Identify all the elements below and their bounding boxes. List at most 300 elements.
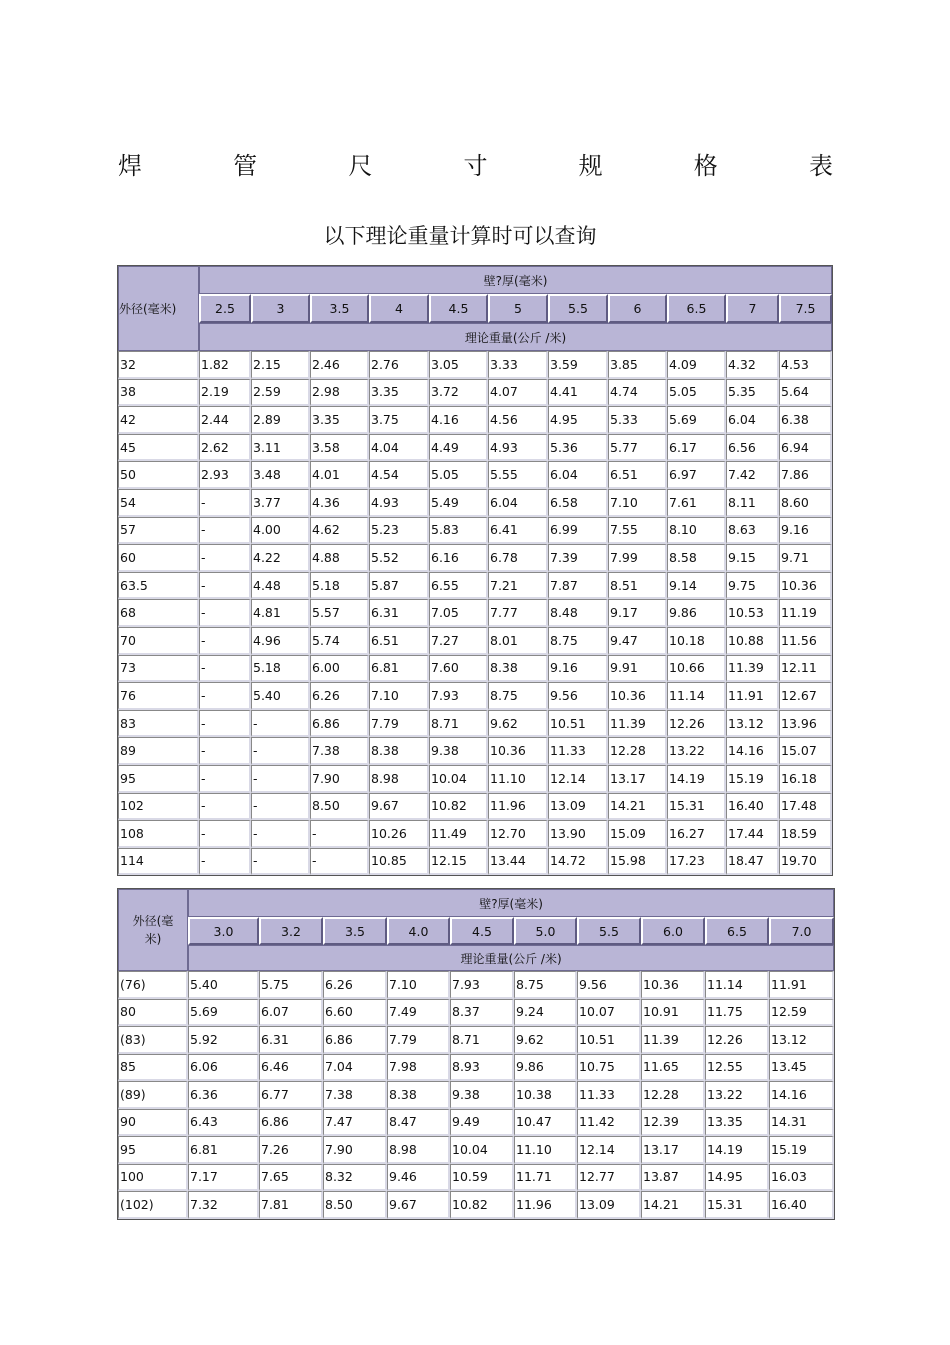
weight-cell: 4.00 xyxy=(251,517,310,545)
weight-cell: 7.10 xyxy=(387,971,450,999)
table-row xyxy=(118,1164,834,1192)
thickness-header-cell: 5.0 xyxy=(514,917,577,945)
weight-cell: 3.11 xyxy=(251,434,310,462)
weight-cell: 12.70 xyxy=(488,820,548,848)
weight-cell: 7.47 xyxy=(323,1109,387,1137)
weight-cell: 6.46 xyxy=(259,1054,323,1082)
od-header: 外径(毫米) xyxy=(118,266,199,351)
weight-cell: 6.51 xyxy=(608,461,667,489)
weight-cell: 6.78 xyxy=(488,544,548,572)
title-char: 格 xyxy=(693,152,718,180)
weight-cell: 6.97 xyxy=(667,461,726,489)
weight-cell: 7.93 xyxy=(450,971,514,999)
table-row xyxy=(118,599,832,627)
weight-cell: 10.47 xyxy=(514,1109,577,1137)
weight-cell: 7.98 xyxy=(387,1054,450,1082)
weight-cell: 7.60 xyxy=(429,655,488,683)
weight-cell: 3.77 xyxy=(251,489,310,517)
weight-cell: 5.05 xyxy=(667,379,726,407)
weight-cell: 4.16 xyxy=(429,406,488,434)
weight-cell: 6.38 xyxy=(779,406,832,434)
weight-cell: 8.11 xyxy=(726,489,779,517)
weight-cell: - xyxy=(199,517,251,545)
weight-cell: 11.75 xyxy=(705,999,769,1027)
weight-cell: 12.26 xyxy=(667,710,726,738)
weight-cell: 9.62 xyxy=(514,1026,577,1054)
weight-cell: 3.75 xyxy=(369,406,429,434)
weight-cell: 14.21 xyxy=(608,793,667,821)
table-row xyxy=(118,710,832,738)
od-cell: 83 xyxy=(118,710,199,738)
title-char: 尺 xyxy=(348,152,373,180)
weight-cell: 3.85 xyxy=(608,351,667,379)
weight-cell: - xyxy=(251,820,310,848)
weight-cell: 13.96 xyxy=(779,710,832,738)
weight-cell: 11.71 xyxy=(514,1164,577,1192)
weight-cell: 13.17 xyxy=(608,765,667,793)
thickness-header-cell: 3.2 xyxy=(259,917,323,945)
weight-cell: 8.37 xyxy=(450,999,514,1027)
table-row xyxy=(118,737,832,765)
wall-thickness-header: 壁?厚(毫米) xyxy=(188,889,834,917)
od-cell: 95 xyxy=(118,765,199,793)
weight-cell: 12.14 xyxy=(548,765,608,793)
weight-cell: 8.50 xyxy=(323,1191,387,1219)
od-cell: 70 xyxy=(118,627,199,655)
weight-cell: 5.40 xyxy=(188,971,259,999)
weight-cell: 10.82 xyxy=(429,793,488,821)
weight-cell: 4.56 xyxy=(488,406,548,434)
thickness-header-cell: 3 xyxy=(251,294,310,323)
weight-cell: 9.17 xyxy=(608,599,667,627)
weight-cell: 15.31 xyxy=(667,793,726,821)
weight-cell: 5.69 xyxy=(188,999,259,1027)
weight-cell: 4.62 xyxy=(310,517,369,545)
table-row xyxy=(118,682,832,710)
weight-cell: 2.98 xyxy=(310,379,369,407)
weight-cell: 5.35 xyxy=(726,379,779,407)
weight-cell: 8.38 xyxy=(369,737,429,765)
weight-cell: 4.96 xyxy=(251,627,310,655)
weight-cell: 12.67 xyxy=(779,682,832,710)
weight-cell: 7.32 xyxy=(188,1191,259,1219)
weight-cell: 11.91 xyxy=(769,971,834,999)
weight-cell: 7.90 xyxy=(323,1136,387,1164)
weight-cell: 10.53 xyxy=(726,599,779,627)
weight-cell: 8.50 xyxy=(310,793,369,821)
weight-cell: 5.49 xyxy=(429,489,488,517)
od-cell: 42 xyxy=(118,406,199,434)
weight-cell: 5.74 xyxy=(310,627,369,655)
weight-cell: 9.71 xyxy=(779,544,832,572)
weight-unit-header: 理论重量(公斤 /米) xyxy=(188,945,834,971)
table-row xyxy=(118,1191,834,1219)
weight-cell: 15.07 xyxy=(779,737,832,765)
weight-cell: - xyxy=(251,848,310,876)
weight-cell: 8.98 xyxy=(369,765,429,793)
weight-cell: 4.74 xyxy=(608,379,667,407)
weight-cell: 7.10 xyxy=(369,682,429,710)
weight-cell: 7.04 xyxy=(323,1054,387,1082)
od-cell: 45 xyxy=(118,434,199,462)
weight-cell: 10.18 xyxy=(667,627,726,655)
weight-cell: 10.51 xyxy=(577,1026,641,1054)
weight-cell: 8.01 xyxy=(488,627,548,655)
od-cell: 102 xyxy=(118,793,199,821)
weight-cell: - xyxy=(251,737,310,765)
weight-cell: 9.38 xyxy=(429,737,488,765)
od-cell: 50 xyxy=(118,461,199,489)
od-cell: 38 xyxy=(118,379,199,407)
weight-cell: 7.93 xyxy=(429,682,488,710)
weight-cell: 9.67 xyxy=(369,793,429,821)
weight-cell: - xyxy=(310,820,369,848)
table-row xyxy=(118,971,834,999)
weight-cell: 5.75 xyxy=(259,971,323,999)
table-row xyxy=(118,793,832,821)
table-row xyxy=(118,489,832,517)
weight-cell: 15.19 xyxy=(726,765,779,793)
weight-cell: 16.40 xyxy=(726,793,779,821)
od-cell: 95 xyxy=(118,1136,188,1164)
weight-cell: 5.18 xyxy=(251,655,310,683)
weight-cell: - xyxy=(199,544,251,572)
weight-cell: 11.39 xyxy=(608,710,667,738)
table-row xyxy=(118,820,832,848)
weight-cell: 11.49 xyxy=(429,820,488,848)
weight-cell: 6.55 xyxy=(429,572,488,600)
weight-cell: 13.22 xyxy=(705,1081,769,1109)
weight-cell: 8.32 xyxy=(323,1164,387,1192)
weight-cell: 4.53 xyxy=(779,351,832,379)
weight-cell: 6.26 xyxy=(310,682,369,710)
weight-cell: 4.88 xyxy=(310,544,369,572)
weight-cell: 6.86 xyxy=(310,710,369,738)
weight-cell: 14.31 xyxy=(769,1109,834,1137)
weight-cell: 8.75 xyxy=(548,627,608,655)
thickness-header-cell: 3.0 xyxy=(188,917,259,945)
weight-cell: 8.10 xyxy=(667,517,726,545)
weight-cell: 7.90 xyxy=(310,765,369,793)
table-row xyxy=(118,999,834,1027)
weight-cell: 6.04 xyxy=(548,461,608,489)
title-char: 管 xyxy=(233,152,258,180)
weight-cell: - xyxy=(251,710,310,738)
weight-cell: 9.24 xyxy=(514,999,577,1027)
weight-cell: 17.23 xyxy=(667,848,726,876)
weight-cell: 10.75 xyxy=(577,1054,641,1082)
page-title xyxy=(118,148,833,184)
weight-cell: 18.59 xyxy=(779,820,832,848)
weight-cell: 6.31 xyxy=(369,599,429,627)
weight-cell: 5.36 xyxy=(548,434,608,462)
weight-cell: 9.14 xyxy=(667,572,726,600)
weight-cell: - xyxy=(199,572,251,600)
weight-cell: 8.75 xyxy=(488,682,548,710)
weight-cell: 16.03 xyxy=(769,1164,834,1192)
weight-cell: 9.62 xyxy=(488,710,548,738)
weight-cell: 10.36 xyxy=(488,737,548,765)
weight-cell: 11.42 xyxy=(577,1109,641,1137)
weight-cell: - xyxy=(199,627,251,655)
weight-cell: 7.27 xyxy=(429,627,488,655)
weight-cell: 5.23 xyxy=(369,517,429,545)
od-cell: 73 xyxy=(118,655,199,683)
thickness-header-cell: 7.0 xyxy=(769,917,834,945)
weight-cell: 3.59 xyxy=(548,351,608,379)
weight-cell: 11.65 xyxy=(641,1054,705,1082)
weight-cell: 10.82 xyxy=(450,1191,514,1219)
weight-cell: 5.77 xyxy=(608,434,667,462)
weight-cell: 8.58 xyxy=(667,544,726,572)
od-header-line1: 外径(毫 xyxy=(132,914,174,928)
weight-cell: 2.15 xyxy=(251,351,310,379)
weld-pipe-table-1 xyxy=(117,265,833,876)
weight-cell: 8.38 xyxy=(488,655,548,683)
weight-cell: 10.91 xyxy=(641,999,705,1027)
weight-cell: 4.48 xyxy=(251,572,310,600)
weight-cell: 7.49 xyxy=(387,999,450,1027)
weight-cell: 5.92 xyxy=(188,1026,259,1054)
weight-cell: 2.44 xyxy=(199,406,251,434)
weight-cell: 17.48 xyxy=(779,793,832,821)
table-row xyxy=(118,1026,834,1054)
weight-cell: 10.26 xyxy=(369,820,429,848)
weight-cell: 17.44 xyxy=(726,820,779,848)
weight-cell: 9.86 xyxy=(667,599,726,627)
weight-cell: 7.61 xyxy=(667,489,726,517)
od-cell: 76 xyxy=(118,682,199,710)
weight-cell: 12.39 xyxy=(641,1109,705,1137)
weight-cell: 6.16 xyxy=(429,544,488,572)
thickness-header-cell: 7 xyxy=(726,294,779,323)
thickness-header-cell: 2.5 xyxy=(199,294,251,323)
weight-cell: 7.42 xyxy=(726,461,779,489)
weight-cell: 6.86 xyxy=(259,1109,323,1137)
weight-cell: 5.57 xyxy=(310,599,369,627)
weight-cell: 3.35 xyxy=(310,406,369,434)
table-row xyxy=(118,848,832,876)
thickness-header-cell: 4.5 xyxy=(450,917,514,945)
weight-cell: 10.85 xyxy=(369,848,429,876)
weight-cell: 15.31 xyxy=(705,1191,769,1219)
weight-cell: 8.98 xyxy=(387,1136,450,1164)
od-cell: (102) xyxy=(118,1191,188,1219)
weight-cell: 7.79 xyxy=(387,1026,450,1054)
weight-cell: 5.40 xyxy=(251,682,310,710)
weight-cell: 9.47 xyxy=(608,627,667,655)
thickness-header-cell: 6.5 xyxy=(705,917,769,945)
od-cell: 68 xyxy=(118,599,199,627)
weight-cell: 14.21 xyxy=(641,1191,705,1219)
weight-cell: 4.41 xyxy=(548,379,608,407)
weight-cell: 9.56 xyxy=(577,971,641,999)
od-cell: (76) xyxy=(118,971,188,999)
weight-cell: 7.21 xyxy=(488,572,548,600)
weight-cell: 8.60 xyxy=(779,489,832,517)
weight-cell: 10.51 xyxy=(548,710,608,738)
weight-cell: 3.48 xyxy=(251,461,310,489)
table-row xyxy=(118,1109,834,1137)
table-row xyxy=(118,434,832,462)
weight-cell: 7.26 xyxy=(259,1136,323,1164)
weight-cell: 8.38 xyxy=(387,1081,450,1109)
weight-cell: 10.38 xyxy=(514,1081,577,1109)
weight-cell: 5.83 xyxy=(429,517,488,545)
weight-cell: 13.12 xyxy=(769,1026,834,1054)
weight-cell: 3.33 xyxy=(488,351,548,379)
weight-cell: 5.55 xyxy=(488,461,548,489)
od-cell: 89 xyxy=(118,737,199,765)
weight-cell: 6.51 xyxy=(369,627,429,655)
weight-cell: - xyxy=(310,848,369,876)
weight-cell: 4.04 xyxy=(369,434,429,462)
thickness-header-cell: 4.0 xyxy=(387,917,450,945)
weight-cell: 9.15 xyxy=(726,544,779,572)
weight-cell: 11.56 xyxy=(779,627,832,655)
weight-cell: 16.18 xyxy=(779,765,832,793)
weight-cell: - xyxy=(199,682,251,710)
od-cell: (83) xyxy=(118,1026,188,1054)
od-cell: (89) xyxy=(118,1081,188,1109)
weight-cell: 9.49 xyxy=(450,1109,514,1137)
weight-cell: - xyxy=(199,765,251,793)
weight-cell: 12.28 xyxy=(608,737,667,765)
weight-cell: 6.17 xyxy=(667,434,726,462)
od-cell: 90 xyxy=(118,1109,188,1137)
weight-cell: 14.19 xyxy=(667,765,726,793)
weight-cell: 14.16 xyxy=(726,737,779,765)
table-row xyxy=(118,765,832,793)
weight-cell: 11.14 xyxy=(667,682,726,710)
weight-cell: 6.58 xyxy=(548,489,608,517)
weight-cell: 10.36 xyxy=(641,971,705,999)
weight-cell: 14.95 xyxy=(705,1164,769,1192)
weight-cell: 2.19 xyxy=(199,379,251,407)
weight-cell: 9.46 xyxy=(387,1164,450,1192)
weight-cell: 7.99 xyxy=(608,544,667,572)
weight-cell: 7.17 xyxy=(188,1164,259,1192)
weight-cell: 7.38 xyxy=(310,737,369,765)
thickness-header-cell: 6.0 xyxy=(641,917,705,945)
table-row xyxy=(118,655,832,683)
weight-cell: 9.56 xyxy=(548,682,608,710)
weight-cell: 13.90 xyxy=(548,820,608,848)
weight-cell: 6.99 xyxy=(548,517,608,545)
weight-cell: 15.19 xyxy=(769,1136,834,1164)
weight-cell: 4.09 xyxy=(667,351,726,379)
thickness-header-cell: 5.5 xyxy=(548,294,608,323)
weight-cell: 12.28 xyxy=(641,1081,705,1109)
weight-cell: 4.32 xyxy=(726,351,779,379)
weight-cell: 8.51 xyxy=(608,572,667,600)
weight-cell: 6.81 xyxy=(369,655,429,683)
weight-cell: 6.41 xyxy=(488,517,548,545)
weight-cell: - xyxy=(199,793,251,821)
title-char: 表 xyxy=(808,152,833,180)
wall-thickness-header: 壁?厚(毫米) xyxy=(199,266,832,294)
weight-cell: 4.81 xyxy=(251,599,310,627)
weight-cell: 7.39 xyxy=(548,544,608,572)
weight-cell: 5.64 xyxy=(779,379,832,407)
weight-cell: 13.44 xyxy=(488,848,548,876)
weight-cell: 4.93 xyxy=(369,489,429,517)
weight-cell: 10.04 xyxy=(450,1136,514,1164)
weight-cell: 5.69 xyxy=(667,406,726,434)
weld-pipe-table-2 xyxy=(117,888,835,1220)
weight-cell: 7.05 xyxy=(429,599,488,627)
title-char: 寸 xyxy=(463,152,488,180)
table-row xyxy=(118,406,832,434)
weight-cell: 4.93 xyxy=(488,434,548,462)
thickness-header-cell: 3.5 xyxy=(323,917,387,945)
weight-cell: 13.09 xyxy=(577,1191,641,1219)
weight-cell: 12.15 xyxy=(429,848,488,876)
weight-cell: 7.65 xyxy=(259,1164,323,1192)
weight-cell: 10.36 xyxy=(779,572,832,600)
weight-cell: 12.77 xyxy=(577,1164,641,1192)
weight-cell: 12.59 xyxy=(769,999,834,1027)
weight-cell: 7.79 xyxy=(369,710,429,738)
weight-cell: 2.89 xyxy=(251,406,310,434)
od-cell: 85 xyxy=(118,1054,188,1082)
weight-cell: 15.98 xyxy=(608,848,667,876)
weight-cell: 11.33 xyxy=(548,737,608,765)
weight-cell: 19.70 xyxy=(779,848,832,876)
weight-cell: 7.55 xyxy=(608,517,667,545)
weight-cell: 6.07 xyxy=(259,999,323,1027)
weight-cell: 10.59 xyxy=(450,1164,514,1192)
weight-cell: 13.09 xyxy=(548,793,608,821)
weight-cell: - xyxy=(199,710,251,738)
title-char: 焊 xyxy=(118,152,142,180)
weight-cell: 6.81 xyxy=(188,1136,259,1164)
weight-cell: 9.16 xyxy=(779,517,832,545)
weight-cell: 5.18 xyxy=(310,572,369,600)
weight-cell: - xyxy=(199,655,251,683)
thickness-header-cell: 5 xyxy=(488,294,548,323)
table-row xyxy=(118,351,832,379)
weight-cell: 2.62 xyxy=(199,434,251,462)
weight-cell: 4.95 xyxy=(548,406,608,434)
title-char: 规 xyxy=(578,152,603,180)
table-row xyxy=(118,461,832,489)
weight-cell: 6.26 xyxy=(323,971,387,999)
weight-cell: 6.77 xyxy=(259,1081,323,1109)
weight-cell: 11.10 xyxy=(488,765,548,793)
weight-cell: 2.76 xyxy=(369,351,429,379)
weight-cell: 11.96 xyxy=(514,1191,577,1219)
weight-cell: 12.11 xyxy=(779,655,832,683)
weight-cell: 9.67 xyxy=(387,1191,450,1219)
weight-cell: 11.39 xyxy=(641,1026,705,1054)
weight-cell: 7.86 xyxy=(779,461,832,489)
weight-cell: 10.36 xyxy=(608,682,667,710)
weight-cell: - xyxy=(251,793,310,821)
weight-cell: 5.87 xyxy=(369,572,429,600)
weight-cell: 13.22 xyxy=(667,737,726,765)
table-row xyxy=(118,572,832,600)
weight-cell: 4.07 xyxy=(488,379,548,407)
thickness-header-cell: 5.5 xyxy=(577,917,641,945)
thickness-header-cell: 6 xyxy=(608,294,667,323)
weight-cell: 12.14 xyxy=(577,1136,641,1164)
weight-cell: 13.87 xyxy=(641,1164,705,1192)
weight-cell: 8.48 xyxy=(548,599,608,627)
weight-cell: 18.47 xyxy=(726,848,779,876)
table-row xyxy=(118,517,832,545)
weight-cell: 4.22 xyxy=(251,544,310,572)
